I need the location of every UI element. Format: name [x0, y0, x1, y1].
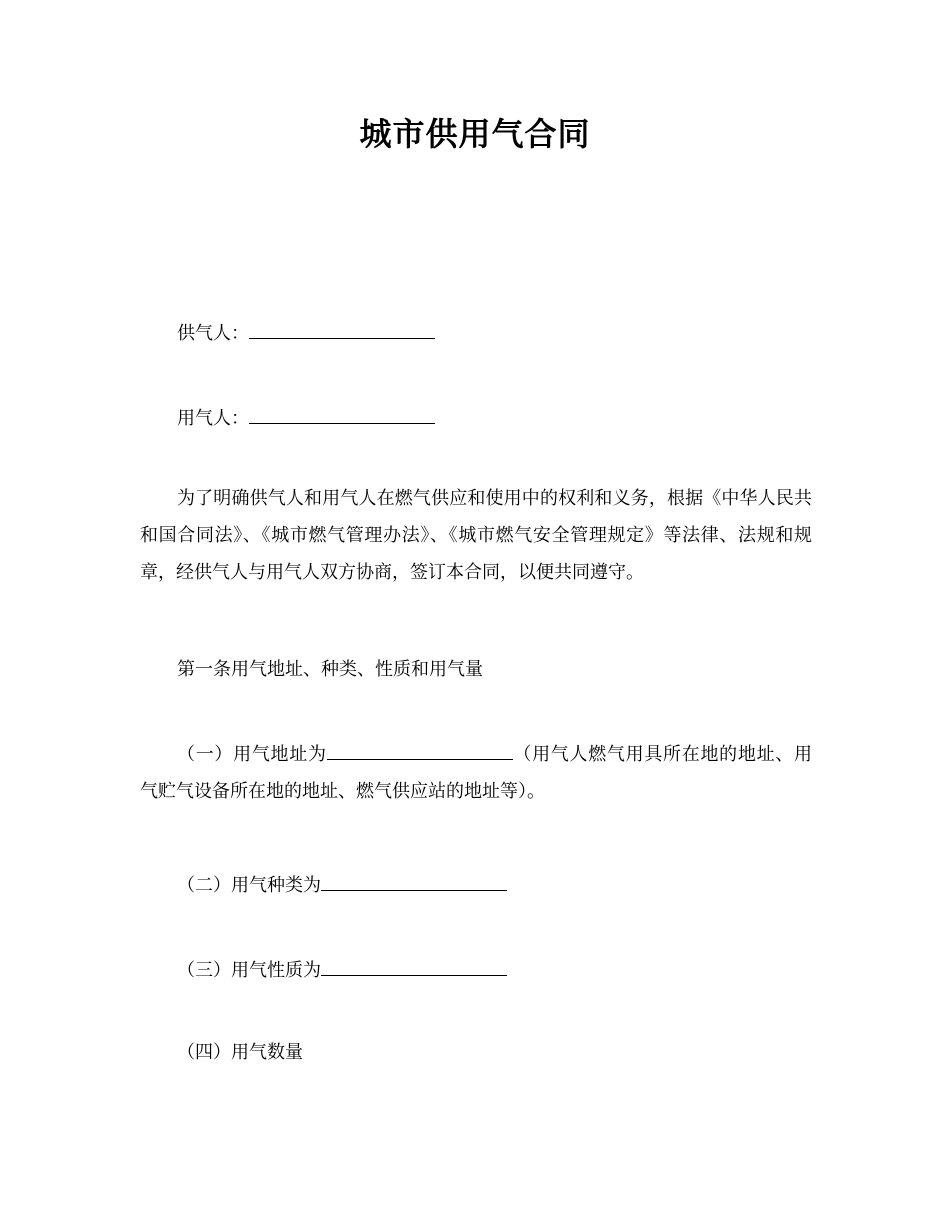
item2-line	[140, 870, 849, 899]
item2-prefix: （二）用气种类为	[177, 875, 321, 896]
preamble-paragraph: 为了明确供气人和用气人在燃气供应和使用中的权利和义务，根据《中华人民共和国合同法》、《城市燃气管理办法》、《城市燃气安全管理规定》等法律、法规和规章，经供气人与用气人双方协商，签订本合同，以便共同遵守。	[140, 488, 812, 583]
document-title: 城市供用气合同	[359, 115, 591, 153]
supplier-line	[140, 318, 849, 347]
item3-line	[140, 955, 849, 984]
article1-heading: 第一条用气地址、种类、性质和用气量	[177, 659, 483, 680]
item1-suffix: （用气人燃气用具所在地的地址、用气贮气设备所在地的地址、燃气供应站的地址等）。	[140, 744, 813, 802]
item3-prefix: （三）用气性质为	[177, 960, 321, 981]
gas-address-blank[interactable]	[327, 739, 513, 760]
user-name-blank[interactable]	[249, 403, 435, 424]
supplier-name-blank[interactable]	[249, 318, 435, 339]
item4-heading: （四）用气数量	[177, 1042, 303, 1063]
gas-nature-blank[interactable]	[321, 955, 507, 976]
supplier-label: 供气人：	[177, 323, 249, 344]
item1-paragraph	[140, 736, 812, 810]
user-label: 用气人：	[177, 408, 249, 429]
item1-prefix: （一）用气地址为	[177, 744, 327, 765]
user-line	[140, 403, 849, 432]
gas-type-blank[interactable]	[321, 870, 507, 891]
